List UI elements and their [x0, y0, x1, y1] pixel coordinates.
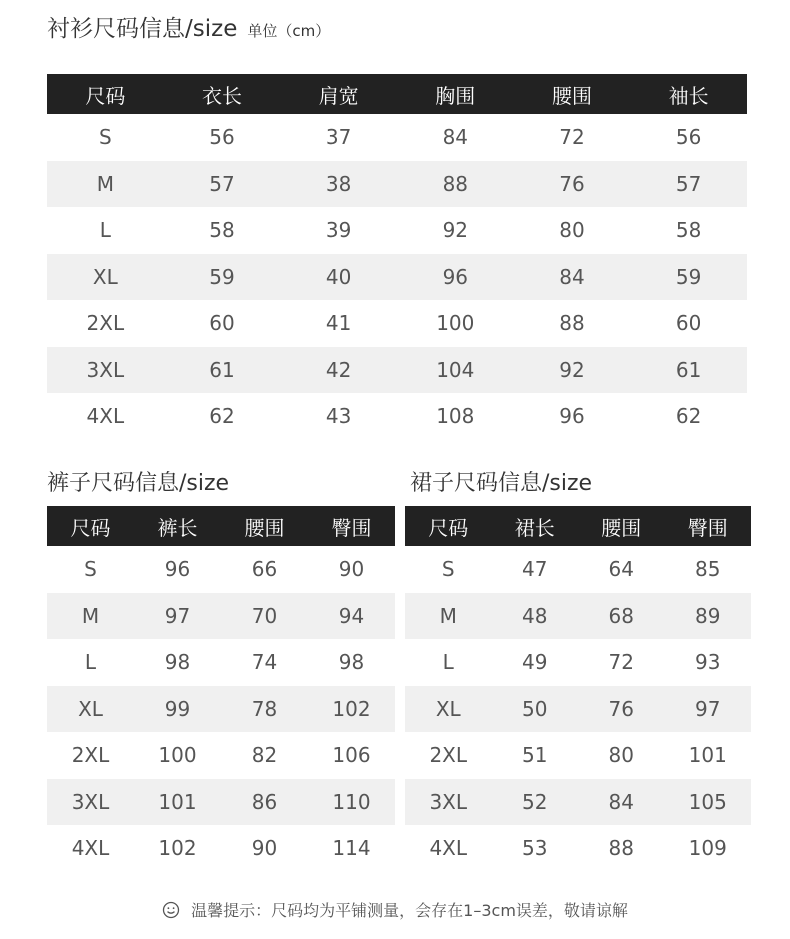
measure-cell: 39 — [325, 218, 352, 243]
table-row — [47, 779, 395, 826]
pants-size-table — [47, 506, 395, 872]
size-cell: S — [84, 557, 97, 582]
shirt-title-row — [47, 10, 330, 43]
column-header: 尺码 — [405, 506, 492, 546]
column-header: 衣长 — [164, 74, 281, 114]
table-header-row — [405, 506, 751, 546]
measure-cell: 90 — [251, 836, 278, 861]
column-header: 裙长 — [492, 506, 579, 546]
column-header: 腰围 — [514, 74, 631, 114]
measure-cell: 101 — [688, 743, 727, 768]
table-row — [405, 686, 751, 733]
measure-cell: 80 — [559, 218, 585, 243]
measure-cell: 82 — [251, 743, 278, 768]
measure-cell: 41 — [325, 311, 352, 336]
measure-cell: 38 — [280, 161, 397, 208]
measure-cell: 104 — [397, 347, 514, 394]
column-header: 胸围 — [397, 74, 514, 114]
measure-cell: 74 — [251, 650, 278, 675]
skirt-title: 裙子尺码信息/size — [410, 471, 593, 496]
table-row — [47, 732, 395, 779]
size-cell: XL — [47, 254, 164, 301]
measure-cell: 92 — [514, 347, 631, 394]
measure-cell: 40 — [280, 254, 397, 301]
measure-cell: 93 — [695, 650, 721, 675]
measure-cell: 96 — [397, 254, 514, 301]
measure-cell: 58 — [209, 218, 235, 243]
measure-cell: 84 — [578, 779, 665, 826]
column-header: 臀围 — [308, 506, 395, 546]
measure-cell: 62 — [209, 404, 235, 429]
measure-cell: 60 — [675, 311, 702, 336]
measure-cell: 66 — [251, 557, 278, 582]
measure-cell: 98 — [164, 650, 191, 675]
measure-cell: 100 — [158, 743, 197, 768]
measure-cell: 89 — [665, 593, 752, 640]
column-header: 臀围 — [665, 506, 752, 546]
table-row — [47, 393, 747, 440]
measure-cell: 56 — [675, 125, 702, 150]
skirt-size-table — [405, 506, 751, 872]
measure-cell: 88 — [559, 311, 585, 336]
measure-cell: 88 — [397, 161, 514, 208]
measure-cell: 110 — [308, 779, 395, 826]
size-cell: 2XL — [86, 311, 125, 336]
table-row — [405, 593, 751, 640]
measure-cell: 64 — [608, 557, 634, 582]
measure-cell: 86 — [221, 779, 308, 826]
size-cell: L — [84, 650, 97, 675]
size-cell: M — [47, 593, 134, 640]
measure-cell: 50 — [492, 686, 579, 733]
column-header: 肩宽 — [280, 74, 397, 114]
measure-cell: 99 — [134, 686, 221, 733]
table-row — [47, 593, 395, 640]
size-cell: 3XL — [47, 779, 134, 826]
measure-cell: 80 — [608, 743, 634, 768]
measure-cell: 68 — [578, 593, 665, 640]
measure-cell: 59 — [164, 254, 281, 301]
measure-cell: 90 — [338, 557, 365, 582]
measure-cell: 85 — [695, 557, 721, 582]
unit-label: 单位（cm） — [247, 22, 331, 40]
measure-cell: 108 — [436, 404, 475, 429]
column-header: 袖长 — [630, 74, 747, 114]
table-row — [47, 546, 395, 593]
measure-cell: 102 — [308, 686, 395, 733]
measure-cell: 61 — [164, 347, 281, 394]
column-header: 腰围 — [578, 506, 665, 546]
pants-title: 裤子尺码信息/size — [47, 471, 230, 496]
size-cell: L — [99, 218, 111, 243]
size-cell: S — [441, 557, 455, 582]
table-row — [47, 825, 395, 872]
measure-cell: 59 — [630, 254, 747, 301]
measure-cell: 92 — [442, 218, 469, 243]
measure-cell: 88 — [608, 836, 634, 861]
measure-cell: 97 — [665, 686, 752, 733]
measure-cell: 52 — [492, 779, 579, 826]
measure-cell: 58 — [675, 218, 702, 243]
measure-cell: 57 — [164, 161, 281, 208]
column-header: 尺码 — [47, 506, 134, 546]
size-cell: XL — [405, 686, 492, 733]
smile-icon — [162, 901, 180, 919]
measure-cell: 47 — [522, 557, 548, 582]
size-cell: M — [405, 593, 492, 640]
column-header: 裤长 — [134, 506, 221, 546]
measure-cell: 53 — [522, 836, 548, 861]
table-row — [47, 639, 395, 686]
size-cell: L — [442, 650, 454, 675]
measure-cell: 105 — [665, 779, 752, 826]
measure-cell: 60 — [209, 311, 235, 336]
measure-cell: 62 — [675, 404, 702, 429]
measure-cell: 51 — [522, 743, 548, 768]
table-row — [47, 347, 747, 394]
size-cell: XL — [47, 686, 134, 733]
measure-cell: 96 — [559, 404, 585, 429]
size-cell: 4XL — [71, 836, 110, 861]
measure-cell: 114 — [332, 836, 371, 861]
measure-cell: 70 — [221, 593, 308, 640]
measure-cell: 72 — [559, 125, 585, 150]
tip-text: 温馨提示：尺码均为平铺测量，会存在1–3cm误差，敬请谅解 — [191, 901, 628, 920]
table-header-row — [47, 74, 747, 114]
table-row — [47, 300, 747, 347]
table-row — [405, 639, 751, 686]
measure-cell: 42 — [280, 347, 397, 394]
tip-note — [0, 898, 790, 921]
measure-cell: 100 — [436, 311, 475, 336]
measure-cell: 102 — [158, 836, 197, 861]
table-row — [47, 686, 395, 733]
size-cell: 3XL — [47, 347, 164, 394]
measure-cell: 76 — [578, 686, 665, 733]
measure-cell: 57 — [630, 161, 747, 208]
table-row — [47, 161, 747, 208]
measure-cell: 43 — [325, 404, 352, 429]
measure-cell: 37 — [325, 125, 352, 150]
column-header: 腰围 — [221, 506, 308, 546]
column-header: 尺码 — [47, 74, 164, 114]
table-row — [405, 779, 751, 826]
measure-cell: 94 — [308, 593, 395, 640]
size-cell: 3XL — [405, 779, 492, 826]
measure-cell: 76 — [514, 161, 631, 208]
size-cell: 4XL — [429, 836, 468, 861]
size-cell: 4XL — [86, 404, 125, 429]
measure-cell: 84 — [514, 254, 631, 301]
table-header-row — [47, 506, 395, 546]
measure-cell: 78 — [221, 686, 308, 733]
measure-cell: 48 — [492, 593, 579, 640]
measure-cell: 72 — [608, 650, 634, 675]
measure-cell: 84 — [442, 125, 469, 150]
measure-cell: 97 — [134, 593, 221, 640]
measure-cell: 106 — [332, 743, 371, 768]
table-row — [47, 207, 747, 254]
measure-cell: 101 — [134, 779, 221, 826]
measure-cell: 98 — [338, 650, 365, 675]
size-cell: S — [98, 125, 112, 150]
size-cell: 2XL — [429, 743, 468, 768]
shirt-title: 衬衫尺码信息/size — [47, 16, 238, 42]
measure-cell: 61 — [630, 347, 747, 394]
measure-cell: 96 — [164, 557, 191, 582]
table-row — [47, 114, 747, 161]
measure-cell: 56 — [209, 125, 235, 150]
size-cell: 2XL — [71, 743, 110, 768]
table-row — [47, 254, 747, 301]
measure-cell: 49 — [522, 650, 548, 675]
table-row — [405, 825, 751, 872]
table-row — [405, 732, 751, 779]
shirt-size-table — [47, 74, 747, 440]
table-row — [405, 546, 751, 593]
size-cell: M — [47, 161, 164, 208]
measure-cell: 109 — [688, 836, 727, 861]
